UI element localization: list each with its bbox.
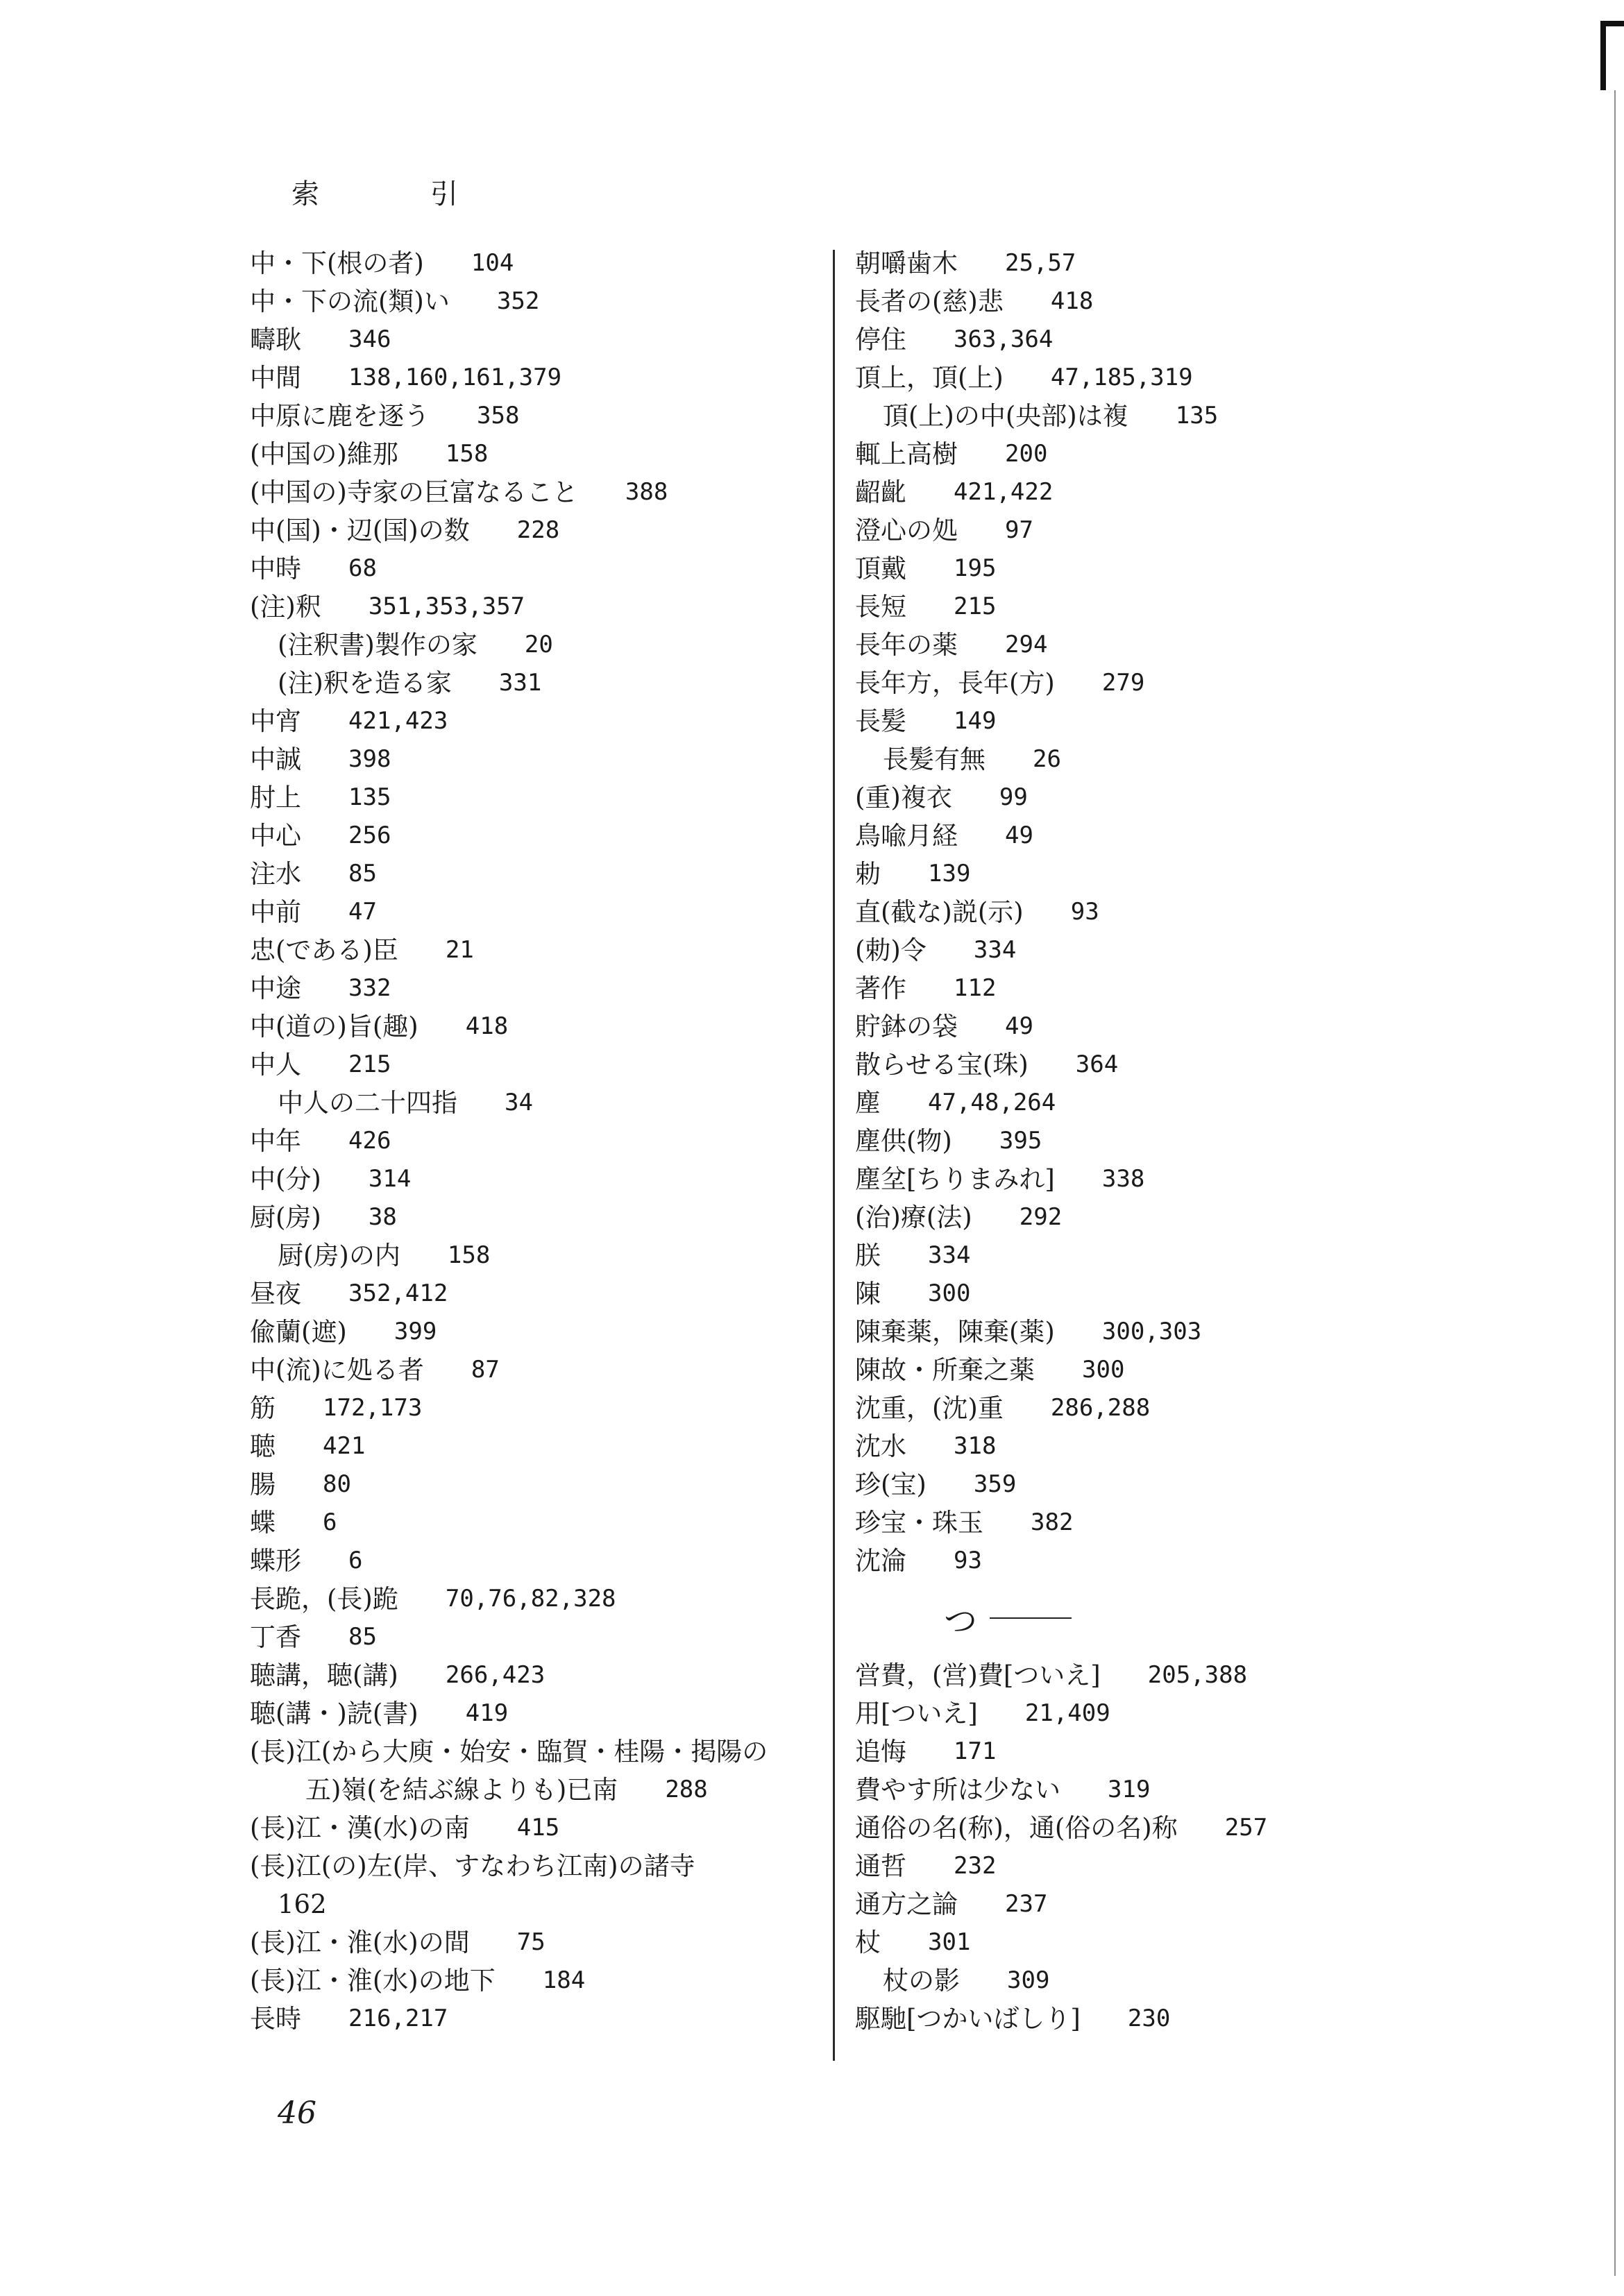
index-term: 聴講，聴(講) <box>250 1660 398 1690</box>
index-page-numbers: 363,364 <box>954 325 1054 353</box>
index-term: 昼夜 <box>250 1279 301 1309</box>
index-entry <box>855 969 1466 1007</box>
scan-edge-line <box>1614 90 1616 2276</box>
index-page-numbers: 25,57 <box>1005 249 1076 277</box>
index-page-numbers: 300 <box>1082 1356 1125 1384</box>
index-entry <box>855 1656 1466 1694</box>
index-entry <box>855 1389 1466 1427</box>
index-entry <box>250 473 819 511</box>
index-term: 齠齔 <box>855 477 906 507</box>
index-page-numbers: 421,422 <box>954 478 1054 506</box>
index-page-numbers: 364 <box>1075 1051 1119 1078</box>
index-page-numbers: 419 <box>465 1699 509 1727</box>
index-page-numbers: 139 <box>928 860 971 887</box>
index-entry <box>250 1694 819 1733</box>
index-entry <box>250 1771 819 1809</box>
index-page-numbers: 318 <box>954 1432 997 1460</box>
index-page-numbers: 288 <box>665 1776 708 1803</box>
index-term: 用[ついえ] <box>855 1699 978 1728</box>
index-page-numbers: 232 <box>954 1852 997 1880</box>
index-page-numbers: 334 <box>928 1241 971 1269</box>
index-term: 蝶 <box>250 1508 276 1538</box>
index-term: 沈重，(沈)重 <box>855 1393 1004 1423</box>
index-term: 頂上，頂(上) <box>855 363 1004 393</box>
index-page-numbers: 195 <box>954 554 997 582</box>
index-page-numbers: 257 <box>1224 1814 1268 1842</box>
index-page-numbers: 382 <box>1031 1508 1074 1536</box>
index-term: 長年方，長年(方) <box>855 668 1055 698</box>
index-entry <box>250 1504 819 1542</box>
index-entry <box>855 931 1466 969</box>
index-term: 中・下(根の者) <box>250 248 424 278</box>
index-term: 朝嚼歯木 <box>855 248 958 278</box>
index-term: (治)療(法) <box>855 1202 972 1232</box>
index-page-numbers: 331 <box>498 669 542 697</box>
index-entry <box>250 1046 819 1084</box>
index-entry <box>250 1733 819 1771</box>
index-term: 中宵 <box>250 706 301 736</box>
index-entry <box>250 1122 819 1160</box>
index-page-numbers: 319 <box>1108 1776 1151 1803</box>
index-term: 散らせる宝(珠) <box>855 1050 1029 1080</box>
index-column-left <box>250 244 819 2038</box>
index-term: 珍(宝) <box>855 1470 927 1499</box>
index-page-numbers: 256 <box>348 822 391 849</box>
index-page-numbers: 6 <box>323 1508 337 1536</box>
index-page-numbers: 399 <box>394 1318 437 1345</box>
index-entry <box>855 2000 1466 2038</box>
index-entry <box>250 1962 819 2000</box>
index-term: 貯鉢の袋 <box>855 1012 958 1041</box>
index-term: 聴(講・)読(書) <box>250 1699 418 1728</box>
index-entry <box>250 1427 819 1465</box>
index-term: 中年 <box>250 1126 301 1156</box>
index-term: 通哲 <box>855 1851 906 1881</box>
index-entry <box>855 1885 1466 1923</box>
index-entry <box>250 664 819 702</box>
index-term: 中原に鹿を逐う <box>250 401 430 431</box>
index-entry <box>250 1923 819 1962</box>
index-entry <box>855 1007 1466 1046</box>
index-entry <box>855 244 1466 282</box>
index-term: 中・下の流(類)い <box>250 287 450 316</box>
index-term: 停住 <box>855 325 906 355</box>
index-term: 中時 <box>250 554 301 584</box>
index-term: 中(道の)旨(趣) <box>250 1012 418 1041</box>
index-term: 蝶形 <box>250 1546 301 1576</box>
index-term: 頂戴 <box>855 554 906 584</box>
index-term: 中間 <box>250 363 301 393</box>
index-entry <box>250 779 819 817</box>
index-page-numbers: 334 <box>973 936 1017 964</box>
index-entry <box>250 244 819 282</box>
index-group-te-ta <box>855 244 1466 1580</box>
index-term: 忠(である)臣 <box>250 935 398 965</box>
index-page-numbers: 398 <box>348 745 391 773</box>
index-term: (注釈書)製作の家 <box>278 630 477 660</box>
index-page-numbers: 21,409 <box>1024 1699 1110 1727</box>
index-entry <box>855 817 1466 855</box>
index-term: 著作 <box>855 973 906 1003</box>
index-entry <box>855 740 1466 779</box>
index-page-numbers: 300,303 <box>1101 1318 1202 1345</box>
index-page-numbers: 346 <box>348 325 391 353</box>
index-page-numbers: 104 <box>471 249 514 277</box>
index-page-numbers: 85 <box>348 1623 377 1651</box>
index-term: 鳥喩月経 <box>855 821 958 851</box>
index-page-numbers: 85 <box>348 860 377 887</box>
index-entry <box>855 1962 1466 2000</box>
index-entry <box>250 855 819 893</box>
index-term: 輒上高樹 <box>855 439 958 469</box>
index-page-numbers: 47 <box>348 898 377 926</box>
index-term: 頂(上)の中(央部)は複 <box>883 401 1128 431</box>
index-entry <box>855 1198 1466 1236</box>
index-page-numbers: 49 <box>1005 1012 1033 1040</box>
index-entry <box>250 1198 819 1236</box>
index-term: 中心 <box>250 821 301 851</box>
index-term: (長)江・漢(水)の南 <box>250 1813 470 1843</box>
index-entry <box>250 588 819 626</box>
index-page-numbers: 215 <box>954 593 997 620</box>
index-term: 中(流)に処る者 <box>250 1355 424 1385</box>
page-header: 索 引 <box>291 178 500 210</box>
index-page-numbers: 292 <box>1019 1203 1063 1231</box>
index-entry <box>855 1160 1466 1198</box>
index-term: 杖の影 <box>883 1966 960 1996</box>
index-term: 中人 <box>250 1050 301 1080</box>
index-entry <box>250 1160 819 1198</box>
index-page-numbers: 47,185,319 <box>1050 364 1193 391</box>
index-entry <box>855 1122 1466 1160</box>
index-page-numbers: 6 <box>348 1547 363 1574</box>
index-term: 聴 <box>250 1431 276 1461</box>
index-page-numbers: 68 <box>348 554 377 582</box>
index-page-numbers: 395 <box>999 1127 1042 1155</box>
index-page-numbers: 294 <box>1005 631 1048 658</box>
index-page-numbers: 338 <box>1101 1165 1145 1193</box>
index-entry <box>250 893 819 931</box>
index-term: 朕 <box>855 1241 881 1270</box>
index-term: 肘上 <box>250 783 301 813</box>
index-term: 長者の(慈)悲 <box>855 287 1004 316</box>
index-entry <box>250 1007 819 1046</box>
index-page-numbers: 266,423 <box>445 1661 545 1689</box>
index-entry <box>250 1389 819 1427</box>
index-page-numbers: 93 <box>1070 898 1099 926</box>
index-page-numbers: 21 <box>445 936 474 964</box>
index-page-numbers: 352 <box>496 287 540 315</box>
index-term: 通方之論 <box>855 1889 958 1919</box>
index-entry <box>855 1275 1466 1313</box>
index-page-numbers: 415 <box>516 1814 560 1842</box>
index-entry <box>855 893 1466 931</box>
index-page-numbers: 135 <box>348 783 391 811</box>
index-term: 偸蘭(遮) <box>250 1317 347 1347</box>
index-term: 営費，(営)費[ついえ] <box>855 1660 1101 1690</box>
index-page-numbers: 80 <box>323 1470 351 1498</box>
index-page-numbers: 358 <box>477 402 520 430</box>
index-term: 中誠 <box>250 745 301 774</box>
index-page-numbers: 93 <box>954 1547 982 1574</box>
index-page-numbers: 87 <box>471 1356 500 1384</box>
index-entry <box>250 435 819 473</box>
index-page-numbers: 421 <box>323 1432 366 1460</box>
index-page-numbers: 279 <box>1101 669 1145 697</box>
index-page-numbers: 49 <box>1005 822 1033 849</box>
index-entry <box>855 1465 1466 1504</box>
index-page-numbers: 388 <box>625 478 668 506</box>
index-term: 長跪，(長)跪 <box>250 1584 398 1614</box>
index-term: 腸 <box>250 1470 276 1499</box>
index-entry <box>250 817 819 855</box>
index-term: 澄心の処 <box>855 516 958 545</box>
index-term: 中(国)・辺(国)の数 <box>250 516 470 545</box>
index-page-numbers: 286,288 <box>1050 1394 1151 1422</box>
index-entry <box>250 1847 819 1885</box>
index-entry <box>250 1656 819 1694</box>
index-page-numbers: 216,217 <box>348 2005 448 2032</box>
index-term: (長)江(の)左(岸、すなわち江南)の諸寺 <box>250 1851 695 1881</box>
index-term: 塵坌[ちりまみれ] <box>855 1164 1055 1194</box>
index-page-numbers: 34 <box>505 1089 533 1116</box>
section-heading-kana: つ <box>944 1601 978 1641</box>
index-entry <box>855 1733 1466 1771</box>
section-heading-rule <box>990 1617 1072 1619</box>
index-term: 中人の二十四指 <box>278 1088 457 1118</box>
index-entry <box>250 1465 819 1504</box>
index-entry <box>250 511 819 550</box>
index-entry <box>250 1618 819 1656</box>
index-term: 長短 <box>855 592 906 622</box>
index-page-numbers: 418 <box>465 1012 509 1040</box>
index-entry <box>855 855 1466 893</box>
index-entry <box>250 282 819 321</box>
index-page-numbers: 421,423 <box>348 707 448 735</box>
index-column-right <box>855 244 1466 2038</box>
index-term: (長)江・淮(水)の間 <box>250 1928 470 1957</box>
index-entry <box>855 359 1466 397</box>
index-entry <box>855 1504 1466 1542</box>
index-page-numbers: 135 <box>1175 402 1219 430</box>
index-term: (注)釈 <box>250 592 321 622</box>
index-entry <box>855 321 1466 359</box>
index-term: 中途 <box>250 973 301 1003</box>
index-page-numbers: 359 <box>973 1470 1017 1498</box>
index-entry <box>250 1275 819 1313</box>
index-term: 厨(房) <box>250 1202 321 1232</box>
index-page-numbers: 301 <box>928 1928 971 1956</box>
index-page-numbers: 200 <box>1005 440 1048 468</box>
index-term: 筋 <box>250 1393 276 1423</box>
index-entry <box>855 1046 1466 1084</box>
index-term: 直(截な)説(示) <box>855 897 1024 927</box>
index-page-numbers: 75 <box>516 1928 545 1956</box>
index-page-numbers: 26 <box>1033 745 1061 773</box>
index-term: 162 <box>278 1889 327 1919</box>
index-term: 塵 <box>855 1088 881 1118</box>
index-page-numbers: 205,388 <box>1147 1661 1248 1689</box>
index-term: 沈水 <box>855 1431 906 1461</box>
index-term: 通俗の名(称)，通(俗の名)称 <box>855 1813 1178 1843</box>
index-entry <box>250 702 819 740</box>
index-term: 陳故・所棄之薬 <box>855 1355 1035 1385</box>
index-term: (長)江(から大庾・始安・臨賀・桂陽・掲陽の <box>250 1737 768 1767</box>
index-entry <box>250 969 819 1007</box>
index-page-numbers: 47,48,264 <box>928 1089 1056 1116</box>
index-term: (中国の)維那 <box>250 439 398 469</box>
index-entry <box>855 473 1466 511</box>
index-entry <box>855 1923 1466 1962</box>
scan-edge-mark <box>1600 21 1624 90</box>
index-term: 長髪有無 <box>883 745 986 774</box>
index-term: 厨(房)の内 <box>278 1241 400 1270</box>
index-page-numbers: 426 <box>348 1127 391 1155</box>
index-term: 杖 <box>855 1928 881 1957</box>
index-term: 中前 <box>250 897 301 927</box>
index-entry <box>855 397 1466 435</box>
index-entry <box>250 1580 819 1618</box>
index-entry <box>855 550 1466 588</box>
index-entry <box>855 1809 1466 1847</box>
index-entry <box>250 931 819 969</box>
index-entry <box>250 1542 819 1580</box>
index-entry <box>250 359 819 397</box>
index-entry <box>855 1313 1466 1351</box>
index-entry <box>855 702 1466 740</box>
index-entry <box>855 435 1466 473</box>
index-entry <box>250 1236 819 1275</box>
index-entry <box>250 2000 819 2038</box>
index-term: (重)複衣 <box>855 783 952 813</box>
index-entry <box>250 1885 819 1923</box>
index-page-numbers: 228 <box>516 516 560 544</box>
index-page-numbers: 138,160,161,379 <box>348 364 562 391</box>
index-term: 費やす所は少ない <box>855 1775 1060 1805</box>
index-term: 長年の薬 <box>855 630 958 660</box>
index-page-numbers: 237 <box>1005 1890 1048 1918</box>
index-term: 丁香 <box>250 1622 301 1652</box>
index-term: 沈淪 <box>855 1546 906 1576</box>
index-entry <box>855 1694 1466 1733</box>
index-term: 珍宝・珠玉 <box>855 1508 983 1538</box>
index-entry <box>250 321 819 359</box>
index-entry <box>855 626 1466 664</box>
index-entry <box>855 1084 1466 1122</box>
index-page-numbers: 171 <box>954 1737 997 1765</box>
index-entry <box>250 1084 819 1122</box>
index-page-numbers: 158 <box>445 440 489 468</box>
index-term: (注)釈を造る家 <box>278 668 452 698</box>
index-entry <box>855 1542 1466 1580</box>
index-term: (長)江・淮(水)の地下 <box>250 1966 496 1996</box>
index-entry <box>855 511 1466 550</box>
index-entry <box>250 1351 819 1389</box>
section-heading <box>855 1580 1466 1656</box>
index-page-numbers: 99 <box>999 783 1028 811</box>
index-entry <box>855 1236 1466 1275</box>
index-term: (中国の)寺家の巨富なること <box>250 477 578 507</box>
index-entry <box>855 282 1466 321</box>
index-page-numbers: 300 <box>928 1279 971 1307</box>
index-term: 長時 <box>250 2004 301 2034</box>
index-entry <box>855 1847 1466 1885</box>
index-entry <box>855 1427 1466 1465</box>
index-entry <box>250 1313 819 1351</box>
index-term: 注水 <box>250 859 301 889</box>
index-page-numbers: 352,412 <box>348 1279 448 1307</box>
index-entry <box>855 664 1466 702</box>
index-page-numbers: 38 <box>368 1203 397 1231</box>
index-page-numbers: 309 <box>1007 1966 1050 1994</box>
index-term: 塵供(物) <box>855 1126 952 1156</box>
index-page-numbers: 332 <box>348 974 391 1002</box>
index-term: 駆馳[つかいばしり] <box>855 2004 1081 2034</box>
page-number: 46 <box>278 2095 316 2131</box>
index-page-numbers: 112 <box>954 974 997 1002</box>
index-term: 五)嶺(を結ぶ線よりも)已南 <box>305 1775 618 1805</box>
index-page-numbers: 172,173 <box>323 1394 423 1422</box>
index-term: 中(分) <box>250 1164 321 1194</box>
index-page-numbers: 184 <box>542 1966 586 1994</box>
index-page-numbers: 230 <box>1127 2005 1171 2032</box>
index-term: 長髪 <box>855 706 906 736</box>
index-page-numbers: 97 <box>1005 516 1033 544</box>
column-divider <box>833 250 835 2061</box>
index-entry <box>855 1351 1466 1389</box>
index-term: 追悔 <box>855 1737 906 1767</box>
index-group-tsu <box>855 1656 1466 2038</box>
index-entry <box>855 588 1466 626</box>
index-entry <box>250 550 819 588</box>
index-page-numbers: 149 <box>954 707 997 735</box>
index-term: (勅)令 <box>855 935 927 965</box>
index-term: 陳棄薬，陳棄(薬) <box>855 1317 1055 1347</box>
index-entry <box>250 397 819 435</box>
index-term: 疇耿 <box>250 325 301 355</box>
index-term: 陳 <box>855 1279 881 1309</box>
index-entry <box>250 740 819 779</box>
index-entry <box>855 779 1466 817</box>
index-entry <box>250 626 819 664</box>
index-page-numbers: 314 <box>368 1165 412 1193</box>
index-page-numbers: 418 <box>1050 287 1094 315</box>
index-page-numbers: 20 <box>524 631 553 658</box>
index-entry <box>855 1771 1466 1809</box>
index-term: 勅 <box>855 859 881 889</box>
index-page-numbers: 158 <box>447 1241 491 1269</box>
index-page-numbers: 70,76,82,328 <box>445 1585 616 1613</box>
index-page-numbers: 215 <box>348 1051 391 1078</box>
index-page-numbers: 351,353,357 <box>368 593 525 620</box>
index-entry <box>250 1809 819 1847</box>
